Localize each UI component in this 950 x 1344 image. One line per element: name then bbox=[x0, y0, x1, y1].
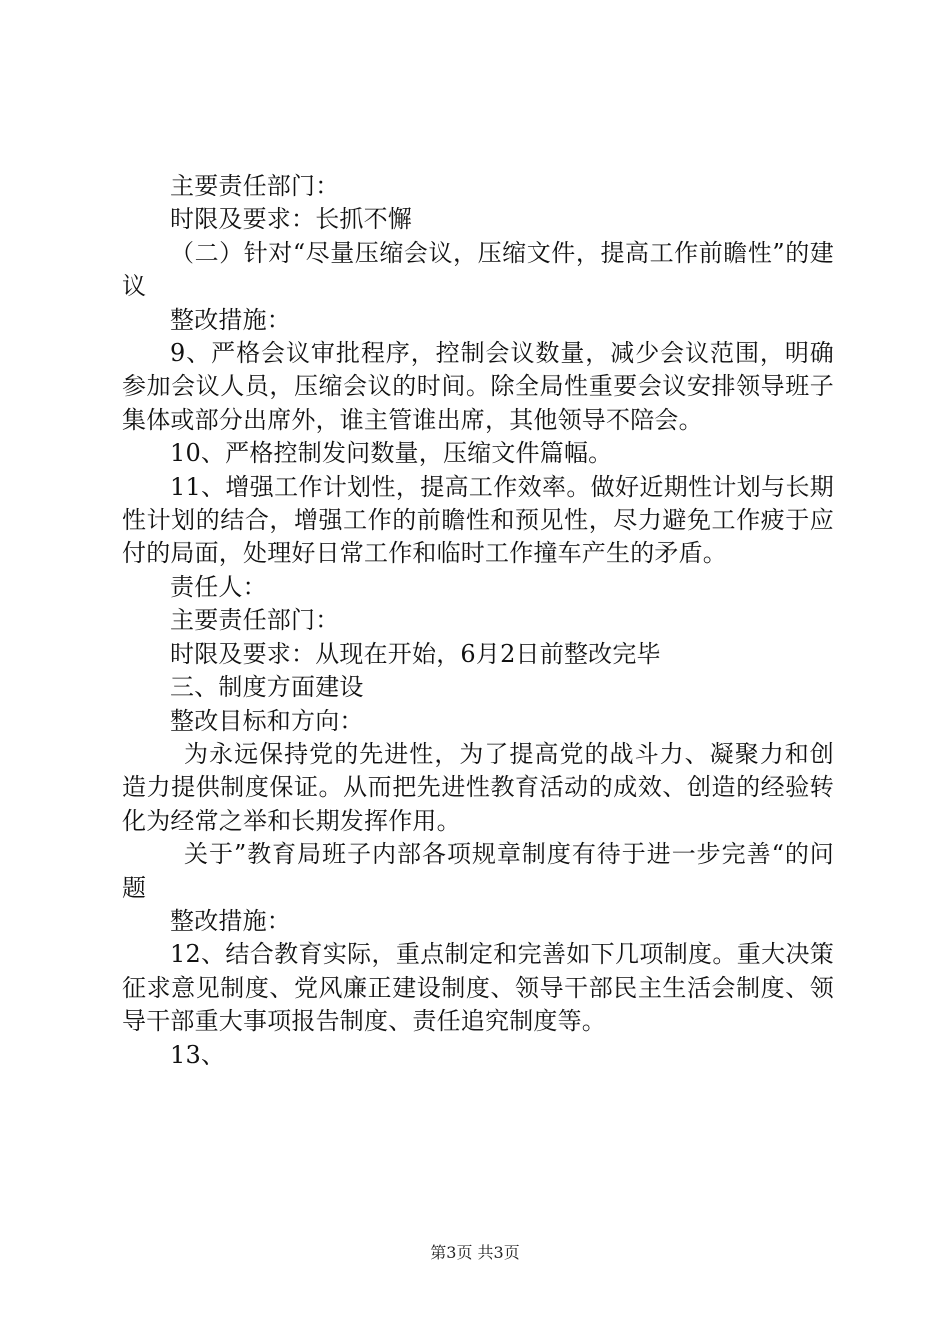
paragraph-section-three-heading: 三、制度方面建设 bbox=[170, 673, 364, 702]
paragraph-responsible-person: 责任人： bbox=[170, 572, 267, 601]
paragraph-item-9: 9、严格会议审批程序，控制会议数量，减少会议范围，明确参加会议人员，压缩会议的时间。除全局性重要会议安排领导班子集体或部分出席外，谁主管谁出席，其他领导不陪会。 bbox=[122, 339, 834, 434]
paragraph-measures-heading-2: 整改措施： bbox=[170, 906, 291, 935]
page-footer: 第3页 共3页 bbox=[430, 1243, 520, 1262]
paragraph-measures-heading-1: 整改措施： bbox=[170, 305, 291, 334]
paragraph-goal-heading: 整改目标和方向： bbox=[170, 706, 364, 735]
paragraph-item-10: 10、严格控制发问数量，压缩文件篇幅。 bbox=[170, 439, 613, 468]
paragraph-main-dept-1: 主要责任部门： bbox=[170, 172, 340, 200]
paragraph-deadline-1: 时限及要求：长抓不懈 bbox=[170, 205, 412, 234]
paragraph-deadline-2: 时限及要求：从现在开始，6月2日前整改完毕 bbox=[170, 639, 661, 668]
document-body bbox=[122, 170, 834, 1072]
paragraph-item-11: 11、增强工作计划性，提高工作效率。做好近期性计划与长期性计划的结合，增强工作的前瞻性和预见性，尽力避免工作疲于应付的局面，处理好日常工作和临时工作撞车产生的矛盾。 bbox=[122, 472, 834, 568]
paragraph-item-12: 12、结合教育实际，重点制定和完善如下几项制度。重大决策征求意见制度、党风廉正建设制度、领导干部民主生活会制度、领导干部重大事项报告制度、责任追究制度等。 bbox=[122, 940, 834, 1036]
paragraph-main-dept-2: 主要责任部门： bbox=[170, 606, 340, 635]
paragraph-section-two-heading: （二）针对“尽量压缩会议，压缩文件，提高工作前瞻性”的建议 bbox=[122, 238, 834, 301]
paragraph-goal-text: 为永远保持党的先进性，为了提高党的战斗力、凝聚力和创造力提供制度保证。从而把先进性教育活动的成效、创造的经验转化为经常之举和长期发挥作用。 bbox=[122, 739, 834, 835]
paragraph-item-13: 13、 bbox=[170, 1040, 226, 1069]
paragraph-issue-heading: 关于”教育局班子内部各项规章制度有待于进一步完善“的问题 bbox=[122, 840, 834, 902]
